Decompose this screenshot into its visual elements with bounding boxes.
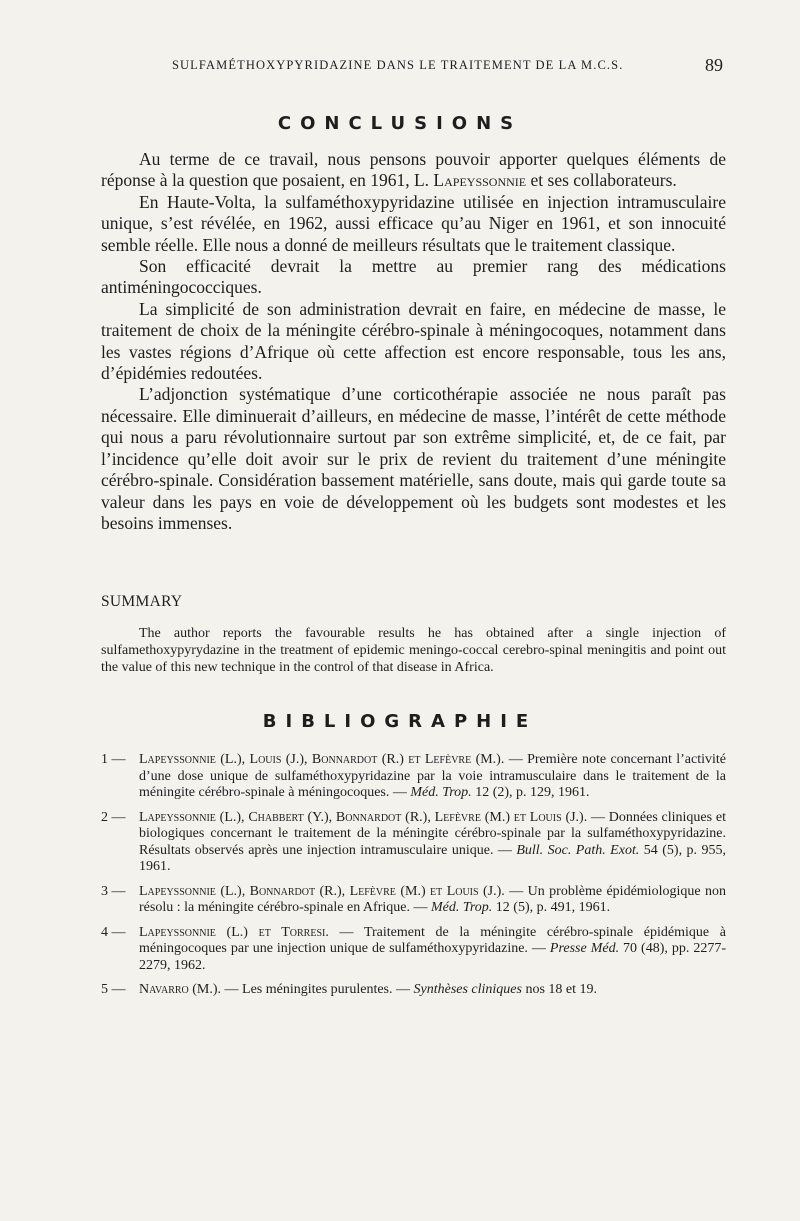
conclusions-paragraph-1 xyxy=(101,149,726,192)
reference-item xyxy=(101,810,726,876)
running-title: SULFAMÉTHOXYPYRIDAZINE DANS LE TRAITEMENT DE LA M.C.S. xyxy=(172,58,624,72)
reference-number: 4 — xyxy=(101,924,126,940)
reference-authors: Lapeyssonnie (L.), Chabbert (Y.), Bonnardot (R.), Lefèvre (M.) et Louis (J.). xyxy=(139,809,588,825)
summary-heading: SUMMARY xyxy=(101,593,183,610)
conclusions-heading: CONCLUSIONS xyxy=(277,113,523,134)
reference-item xyxy=(101,925,726,975)
reference-authors: Lapeyssonnie (L.), Bonnardot (R.), Lefèvre (M.) et Louis (J.). xyxy=(139,883,505,899)
paragraph-text: Au terme de ce travail, nous pensons pouvoir apporter quelques éléments de réponse à la question que posaient, en 1961, L. xyxy=(101,149,726,191)
reference-item xyxy=(101,884,726,917)
reference-details: 70 (48), pp. 2277-2279, 1962. xyxy=(139,941,726,973)
reference-number: 1 — xyxy=(101,752,126,767)
reference-text: — Un problème épidémiologique non résolu : la méningite cérébro-spinale en Afrique. — xyxy=(139,883,726,915)
reference-journal: Méd. Trop. xyxy=(410,785,472,800)
reference-text: — Les méningites purulentes. — xyxy=(221,982,414,997)
reference-text: — Première note concernant l’activité d’une dose unique de sulfaméthoxypyridazine par la voie intramusculaire dans le traitement de la méningite cérébro-spinale à méningocoques. — xyxy=(139,752,727,800)
summary-paragraph: The author reports the favourable results he has obtained after a single injection of sulfamethoxypyrydazine in the treatment of epidemic meningo-coccal cerebro-spinal meningitis and point out the value of this new technique in the control of that disease in Africa. xyxy=(101,626,726,675)
reference-details: nos 18 et 19. xyxy=(521,982,598,997)
page-number: 89 xyxy=(705,55,723,75)
reference-item xyxy=(101,752,726,802)
conclusions-body xyxy=(101,149,726,534)
reference-journal: Bull. Soc. Path. Exot. xyxy=(516,842,640,858)
reference-number: 2 — xyxy=(101,809,126,825)
reference-authors: Lapeyssonnie (L.) et Torresi. xyxy=(139,924,329,940)
reference-journal: Synthèses cliniques xyxy=(413,982,522,997)
bibliography-heading: BIBLIOGRAPHIE xyxy=(262,711,538,732)
author-name: Lapeyssonnie xyxy=(433,170,527,191)
reference-number: 3 — xyxy=(101,883,126,899)
summary-body xyxy=(101,625,726,676)
conclusions-paragraph-3: Son efficacité devrait la mettre au premier rang des médications antiméningococciques. xyxy=(101,256,726,298)
reference-journal: Méd. Trop. xyxy=(430,900,493,915)
conclusions-paragraph-2: En Haute-Volta, la sulfaméthoxypyridazine utilisée en injection intramusculaire unique, s’est révélée, en 1962, aussi efficace qu’au Niger en 1961, et son innocuité semble réelle. Elle nous a donné de meilleurs résultats que le traitement classique. xyxy=(101,191,726,255)
reference-text: — Traitement de la méningite cérébro-spinale épidémique à méningocoques par une injection unique de sulfaméthoxypyridazine. — xyxy=(139,924,726,956)
reference-details: 54 (5), p. 955, 1961. xyxy=(139,842,726,874)
reference-text: — Données cliniques et biologiques concernant le traitement de la méningite cérébro-spinale par la sulfaméthoxypyridazine. Résultats observés après une injection intramusculaire unique. — xyxy=(139,809,726,858)
reference-authors: Lapeyssonnie (L.), Louis (J.), Bonnardot (R.) et Lefèvre (M.). xyxy=(139,752,505,767)
conclusions-paragraph-5: L’adjonction systématique d’une corticothérapie associée ne nous paraît pas nécessaire. Elle diminuerait d’ailleurs, en médecine de masse, l’intérêt de cette méthode qui nous a paru révolutionnaire surtout par son extrême simplicité, et, de ce fait, par l’incidence qu’elle doit avoir sur le prix de revient du traitement d’une méningite cérébro-spinale. Considération bassement matérielle, sans doute, mais qui garde toute sa valeur dans les pays en voie de développement où les budgets sont modestes et les besoins immenses. xyxy=(101,384,726,533)
reference-number: 5 — xyxy=(101,982,126,997)
paragraph-text: et ses collaborateurs. xyxy=(526,170,677,191)
reference-journal: Presse Méd. xyxy=(549,941,620,956)
reference-details: 12 (2), p. 129, 1961. xyxy=(471,785,590,800)
conclusions-paragraph-4: La simplicité de son administration devrait en faire, en médecine de masse, le traitement de choix de la méningite cérébro-spinale à méningocoques, notamment dans les vastes régions d’Afrique où cette affection est encore responsable, tous les ans, d’épidémies redoutées. xyxy=(101,298,726,384)
reference-item xyxy=(101,982,726,999)
bibliography-list xyxy=(101,752,726,1007)
reference-authors: Navarro (M.). xyxy=(139,982,222,997)
reference-details: 12 (5), p. 491, 1961. xyxy=(492,900,611,915)
